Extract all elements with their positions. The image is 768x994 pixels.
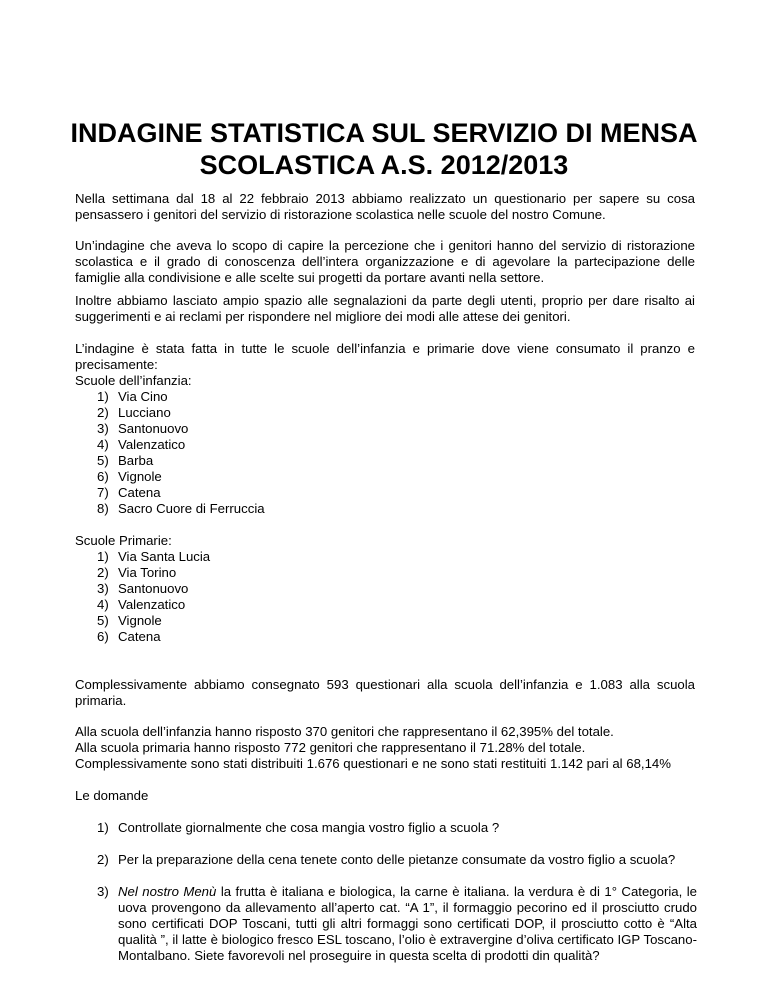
list-item: 6) Catena [97,629,161,644]
list-item: 5) Barba [97,453,154,468]
primarie-heading: Scuole Primarie: [75,533,172,548]
list-item: 5) Vignole [97,613,162,628]
question-2: 2) Per la preparazione della cena tenete conto delle pietanze consumate da vostro figlio a scuola? [97,852,676,867]
list-item: 7) Catena [97,485,161,500]
list-item: 6) Vignole [97,469,162,484]
question-1: 1) Controllate giornalmente che cosa mangia vostro figlio a scuola ? [97,820,500,835]
risultati-line-2: Alla scuola primaria hanno risposto 772 genitori che rappresentano il 71.28% del totale. [75,740,586,755]
intro-paragraph: Nella settimana dal 18 al 22 febbraio 2013 abbiamo realizzato un questionario per sapere su cosa pensassero i genitori del servizio di ristorazione scolastica nelle scuole del nostro Comune. [75,191,695,222]
risultati-line-3: Complessivamente sono stati distribuiti 1.676 questionari e ne sono stati restituiti 1.142 pari al 68,14% [75,756,671,771]
page-title [60,117,708,181]
risultati-line-1: Alla scuola dell’infanzia hanno risposto 370 genitori che rappresentano il 62,395% del totale. [75,724,614,739]
title-line-2: SCOLASTICA A.S. 2012/2013 [199,150,569,180]
list-item: 1) Via Santa Lucia [97,549,211,564]
list-item: 3) Santonuovo [97,421,189,436]
list-item: 1) Via Cino [97,389,168,404]
list-item: 4) Valenzatico [97,597,186,612]
scope-paragraph: L’indagine è stata fatta in tutte le scuole dell’infanzia e primarie dove viene consumato il pranzo e precisamente: [75,341,695,372]
list-item: 2) Lucciano [97,405,171,420]
list-item: 8) Sacro Cuore di Ferruccia [97,501,265,516]
purpose-paragraph: Un’indagine che aveva lo scopo di capire la percezione che i genitori hanno del servizio di ristorazione scolastica e il grado di conoscenza dell’intera organizzazione e di agevolare la partecipazione delle famiglie alla condivisione e alle scelte sui progetti da portare avanti nella settore. [75,238,695,285]
menu-emphasis: Nel nostro Menù [118,884,217,899]
list-item: 4) Valenzatico [97,437,186,452]
feedback-paragraph: Inoltre abbiamo lasciato ampio spazio alle segnalazioni da parte degli utenti, proprio per dare risalto ai suggerimenti e ai reclami per rispondere nel migliore dei modi alle attese dei genitori. [75,293,695,324]
question-3: 3) Nel nostro Menù la frutta è italiana e biologica, la carne è italiana. la verdura è di 1° Categoria, le uova provengono da allevamento all’aperto cat. “A 1”, il formaggio pecorino ed il prosciutto crudo sono certificati DOP Toscani, tutti gli altri formaggi sono certificati DOP, il prosciutto cotto è “Alta qualità ”, il latte è biologico fresco ESL toscano, l’olio è extravergine d’oliva certificato IGP Toscano-Montalbano. Siete favorevoli nel proseguire in questa scelta di prodotti din qualità? [97,884,697,963]
title-line-1: INDAGINE STATISTICA SUL SERVIZIO DI MENSA [70,118,698,148]
list-item: 3) Santonuovo [97,581,189,596]
list-item: 2) Via Torino [97,565,177,580]
consegnati-paragraph: Complessivamente abbiamo consegnato 593 questionari alla scuola dell’infanzia e 1.083 alla scuola primaria. [75,677,695,708]
infanzia-heading: Scuole dell’infanzia: [75,373,192,388]
domande-heading: Le domande [75,788,149,803]
